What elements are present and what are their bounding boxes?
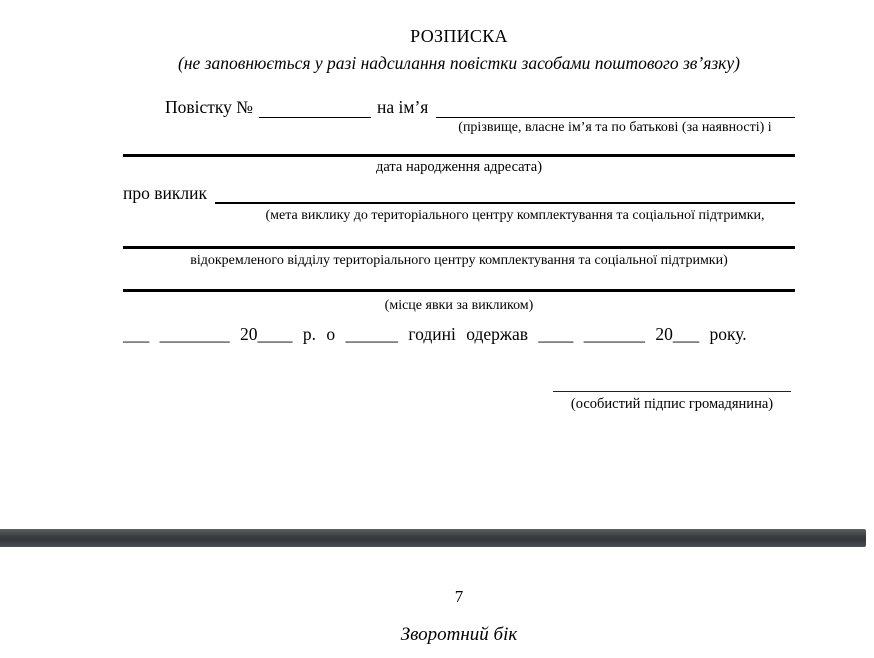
signature-blank-field	[553, 391, 791, 392]
call-purpose-row	[123, 182, 795, 204]
summons-number-row	[165, 96, 795, 118]
summons-number-label: Повістку №	[165, 97, 254, 117]
caption-name-patronymic: (прізвище, власне ім’я та по батькові (за наявності) і	[458, 120, 772, 135]
page-break-separator	[0, 529, 866, 547]
back-side-label: Зворотний бік	[400, 624, 518, 645]
receipt-title: РОЗПИСКА	[410, 26, 508, 46]
blank-rule-branch	[123, 246, 795, 249]
caption-birthdate: дата народження адресата)	[375, 159, 543, 175]
page-number: 7	[454, 587, 464, 606]
call-purpose-label: про виклик	[123, 183, 207, 203]
caption-personal-signature: (особистий підпис громадянина)	[570, 396, 774, 412]
call-purpose-blank-field	[215, 183, 795, 204]
date-received-line: ___ ________ 20____ р. о ______ годині одержав ____ _______ 20___ року.	[123, 324, 747, 344]
caption-call-purpose: (мета виклику до територіального центру комплектування та соціальної підтримки,	[265, 208, 765, 223]
blank-rule-birthdate	[123, 154, 795, 157]
receipt-form	[123, 0, 795, 658]
summons-name-blank-field	[436, 98, 795, 118]
blank-rule-place	[123, 289, 795, 292]
summons-number-blank-field	[259, 98, 371, 118]
summons-name-label: на ім’я	[377, 97, 429, 117]
caption-branch: відокремленого відділу територіального центру комплектування та соціальної підтримки)	[190, 253, 728, 268]
receipt-subtitle: (не заповнюється у разі надсилання повістки засобами поштового зв’язку)	[178, 53, 740, 73]
caption-appearance-place: (місце явки за викликом)	[384, 298, 534, 313]
